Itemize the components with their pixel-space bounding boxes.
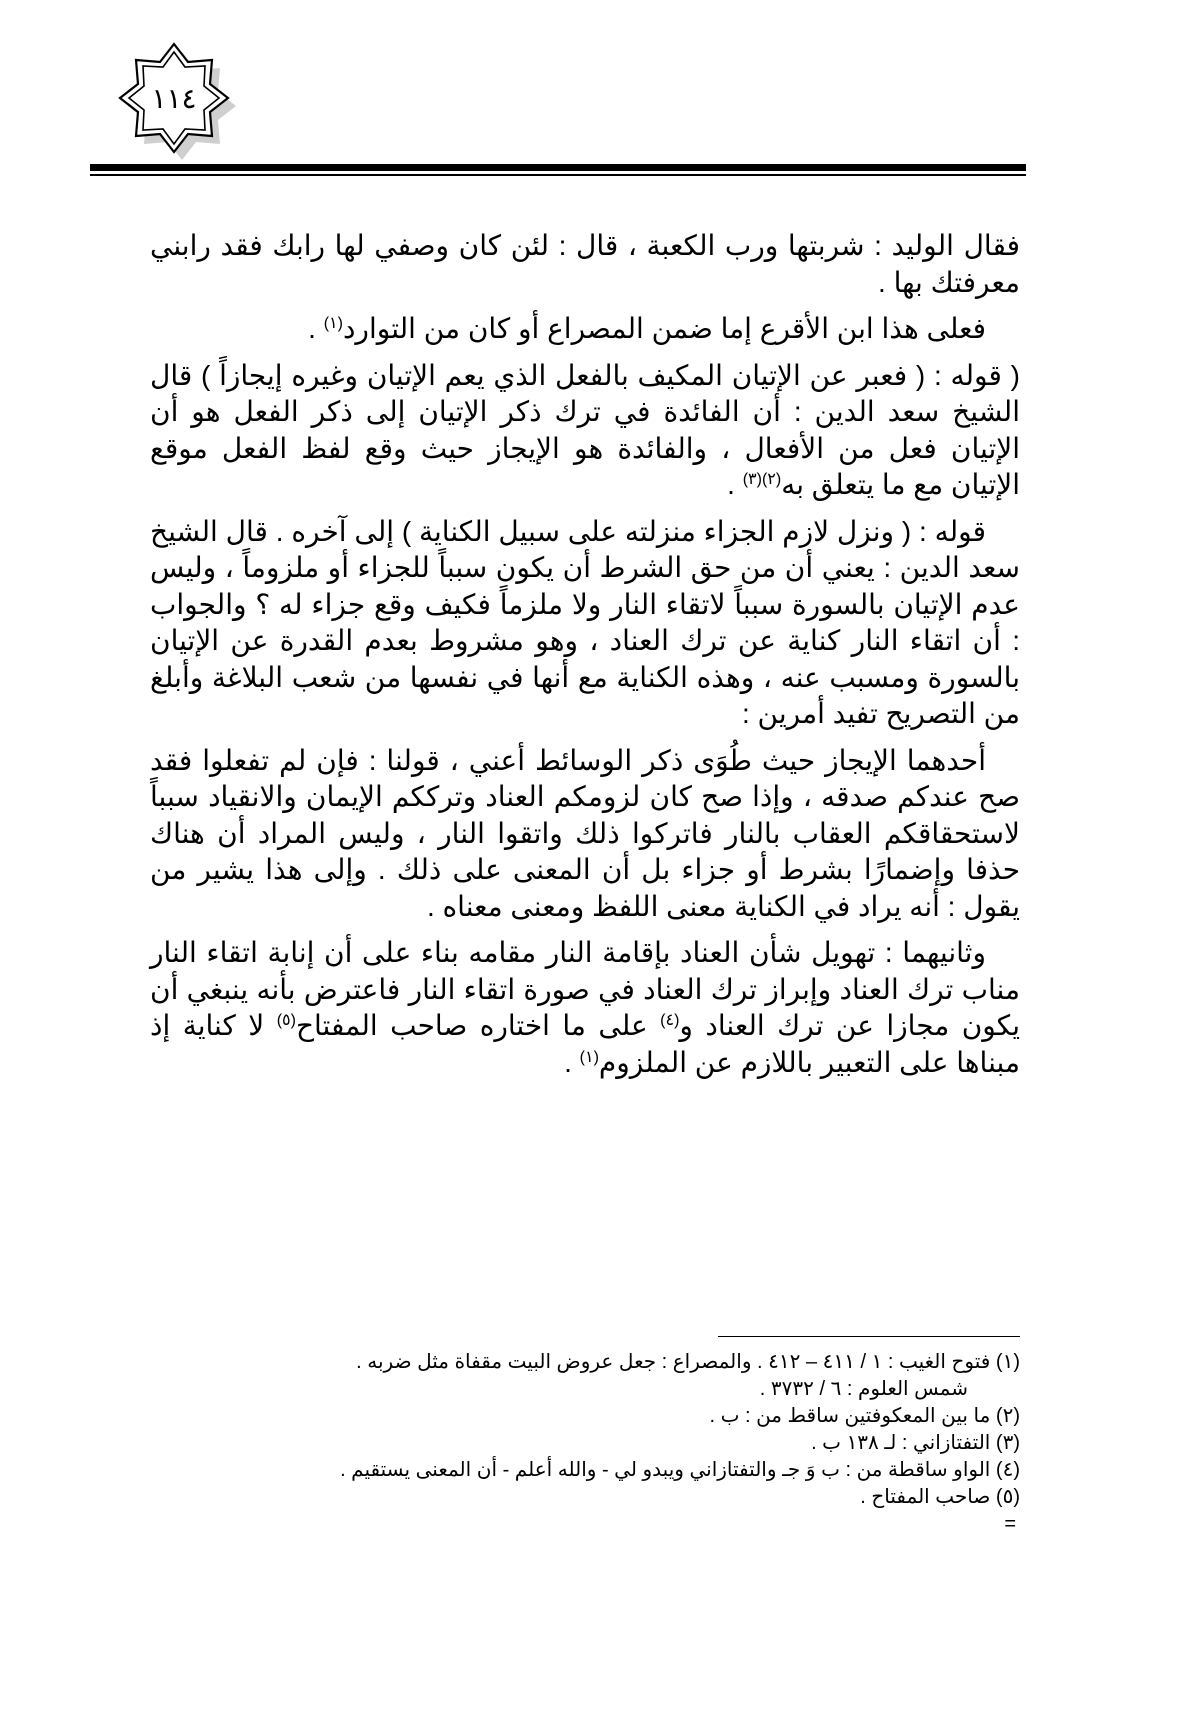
paragraph-6 bbox=[150, 935, 1020, 1081]
footnote-ref: (٤) bbox=[660, 1012, 680, 1029]
header-rule-thin bbox=[90, 174, 1026, 176]
main-text-body bbox=[150, 228, 1020, 1091]
paragraph-6-text: على ما اختاره صاحب المفتاح bbox=[295, 1010, 661, 1041]
footnote-1-continued: شمس العلوم : ٦ / ٣٧٣٢ . bbox=[759, 1378, 968, 1400]
footnote-ref: (٥) bbox=[276, 1012, 296, 1029]
footnote-ref: (٢) bbox=[761, 471, 782, 488]
footnotes bbox=[150, 1349, 1020, 1538]
footnote-ref: (٣) bbox=[742, 471, 762, 488]
paragraph-5-text: أحدهما الإيجاز حيث طُوَى ذكر الوسائط أعني ، قولنا : فإن لم تفعلوا فقد صح عندكم صدقه ، وإذا صح كان لزومكم العناد وترككم الإيمان والانقياد سبباً لاستحقاقكم العقاب بالنار فاتركوا ذلك واتقوا النار ، وليس المراد أن هناك حذفا وإضمارًا بشرط أو جزاء بل أن المعنى على ذلك . وإلى هذا يشير من يقول : أنه يراد في الكناية معنى اللفظ ومعنى معناه . bbox=[150, 744, 1020, 922]
header-rule-thick bbox=[90, 164, 1026, 171]
page-number-badge bbox=[110, 40, 238, 168]
footnote-ref: (١) bbox=[323, 315, 343, 332]
paragraph-3-end: . bbox=[727, 469, 743, 500]
paragraph-2 bbox=[150, 311, 1020, 348]
paragraph-6-text: لا كناية إذ مبناها على التعبير باللازم عن الملزوم bbox=[150, 1010, 1020, 1078]
paragraph-5 bbox=[150, 743, 1020, 926]
footnote-3: (٣) التفتازاني : لـ ١٣٨ ب . bbox=[811, 1432, 1020, 1454]
footnote-ref: (١) bbox=[579, 1048, 599, 1066]
footnote-separator bbox=[718, 1336, 1020, 1337]
paragraph-4 bbox=[150, 514, 1020, 733]
footnote-4: (٤) الواو ساقطة من : ب وَ جـ والتفتازاني ويبدو لي - والله أعلم - أن المعنى يستقيم . bbox=[340, 1459, 1020, 1481]
paragraph-6-end: . bbox=[564, 1046, 580, 1078]
paragraph-6-text: وثانيهما : تهويل شأن العناد بإقامة النار مقامه بناء على أن إنابة اتقاء النار مناب ترك العناد وإبراز ترك العناد في صورة اتقاء النار فاعترض بأنه ينبغي أن يكون مجازا عن ترك العناد و bbox=[150, 937, 1021, 1041]
paragraph-1 bbox=[150, 228, 1020, 301]
end-mark: = bbox=[1004, 1513, 1016, 1535]
footnote-2: (٢) ما بين المعكوفتين ساقط من : ب . bbox=[709, 1405, 1020, 1427]
footnote-1: (١) فتوح الغيب : ١ / ٤١١ – ٤١٢ . والمصراع : جعل عروض البيت مقفاة مثل ضربه . bbox=[356, 1351, 1020, 1373]
paragraph-1-text: فقال الوليد : شربتها ورب الكعبة ، قال : لئن كان وصفي لها رابك فقد رابني معرفتك بها . bbox=[150, 230, 1020, 298]
paragraph-2-end: . bbox=[308, 313, 324, 344]
paragraph-4-text: قوله : ( ونزل لازم الجزاء منزلته على سبيل الكناية ) إلى آخره . قال الشيخ سعد الدين : يعني أن من حق الشرط أن يكون سبباً للجزاء أو ملزوماً ، وليس عدم الإتيان بالسورة سبباً لاتقاء النار ولا ملزماً فكيف وقع جزاء له ؟ والجواب : أن اتقاء النار كناية عن ترك العناد ، وهو مشروط بعدم القدرة عن الإتيان بالسورة ومسبب عنه ، وهذه الكناية مع أنها في نفسها من شعب البلاغة وأبلغ من التصريح تفيد أمرين : bbox=[150, 515, 1021, 729]
paragraph-3-text: ( قوله : ( فعبر عن الإتيان المكيف بالفعل الذي يعم الإتيان وغيره إيجازاً ) قال الشيخ سعد الدين : أن الفائدة في ترك ذكر الإتيان إلى ذكر الفعل هو أن الإتيان فعل من الأفعال ، والفائدة هو الإيجاز حيث وقع لفظ الفعل موقع الإتيان مع ما يتعلق به bbox=[150, 359, 1020, 500]
paragraph-2-text: فعلى هذا ابن الأقرع إما ضمن المصراع أو كان من التوارد bbox=[342, 313, 986, 344]
paragraph-3 bbox=[150, 358, 1020, 504]
footnote-5: (٥) صاحب المفتاح . bbox=[860, 1486, 1020, 1508]
page-number: ١١٤ bbox=[151, 82, 197, 115]
